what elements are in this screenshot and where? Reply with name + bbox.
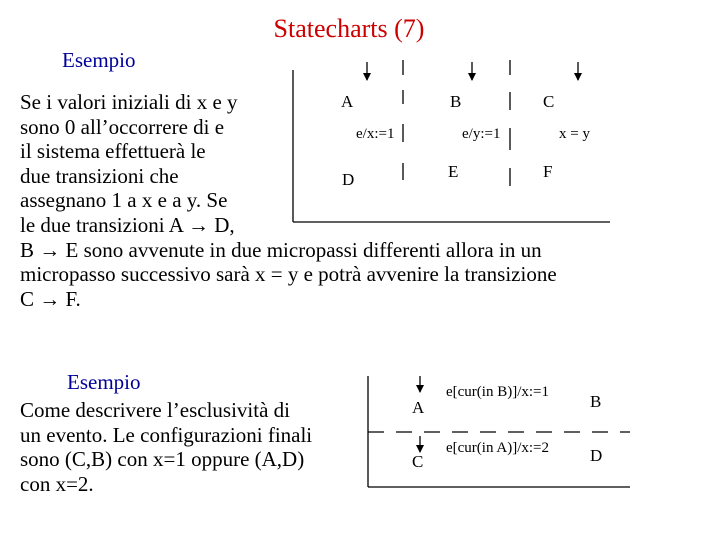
example1-line-8: micropasso successivo sarà x = y e potrà avvenire la transizione (20, 262, 557, 287)
example1-line-9: C → F. (20, 286, 81, 311)
example1-line-6: le due transizioni A → D, (20, 212, 235, 237)
diagram2-state-a: A (412, 398, 425, 417)
slide-title: Statecharts (7) (273, 14, 425, 43)
diagram1-state-a: A (341, 92, 354, 111)
diagram2-transition-a-b: e[cur(in B)]/x:=1 (446, 384, 550, 400)
example1-line-7: B → E sono avvenute in due micropassi differenti allora in un (20, 237, 542, 262)
diagram1-state-f: F (543, 162, 553, 181)
diagram1-transition-c-f: x = y (559, 126, 590, 142)
example1-line-1: Se i valori iniziali di x e y (20, 90, 238, 114)
example2-line-2: un evento. Le configurazioni finali (20, 422, 313, 447)
diagram2-state-d: D (590, 446, 603, 465)
example2-heading: Esempio (67, 370, 141, 394)
example2-paragraph (20, 398, 312, 496)
diagram1-state-b: B (450, 92, 462, 111)
example2-line-1: Come descrivere l’esclusività di (20, 398, 290, 422)
example2-line-4: con x=2. (20, 471, 94, 496)
example1-heading: Esempio (62, 48, 136, 72)
example1-line-2: sono 0 all’occorrere di e (20, 114, 225, 139)
example1-line-5: assegnano 1 a x e a y. Se (20, 188, 228, 213)
diagram2-state-b: B (590, 392, 602, 411)
diagram1-transition-a-d: e/x:=1 (356, 126, 395, 142)
diagram1-state-d: D (342, 170, 355, 189)
example1-line-3: il sistema effettuerà le (20, 139, 206, 164)
diagram2-state-c: C (412, 452, 424, 471)
diagram1-transition-b-e: e/y:=1 (462, 126, 501, 142)
diagram1-state-e: E (448, 162, 459, 181)
diagram1-state-c: C (543, 92, 555, 111)
example2-line-3: sono (C,B) con x=1 oppure (A,D) (20, 447, 305, 472)
diagram2-transition-c-d: e[cur(in A)]/x:=2 (446, 440, 550, 456)
diagram1-default-arrows (367, 62, 578, 80)
example1-line-4: due transizioni che (20, 163, 179, 188)
